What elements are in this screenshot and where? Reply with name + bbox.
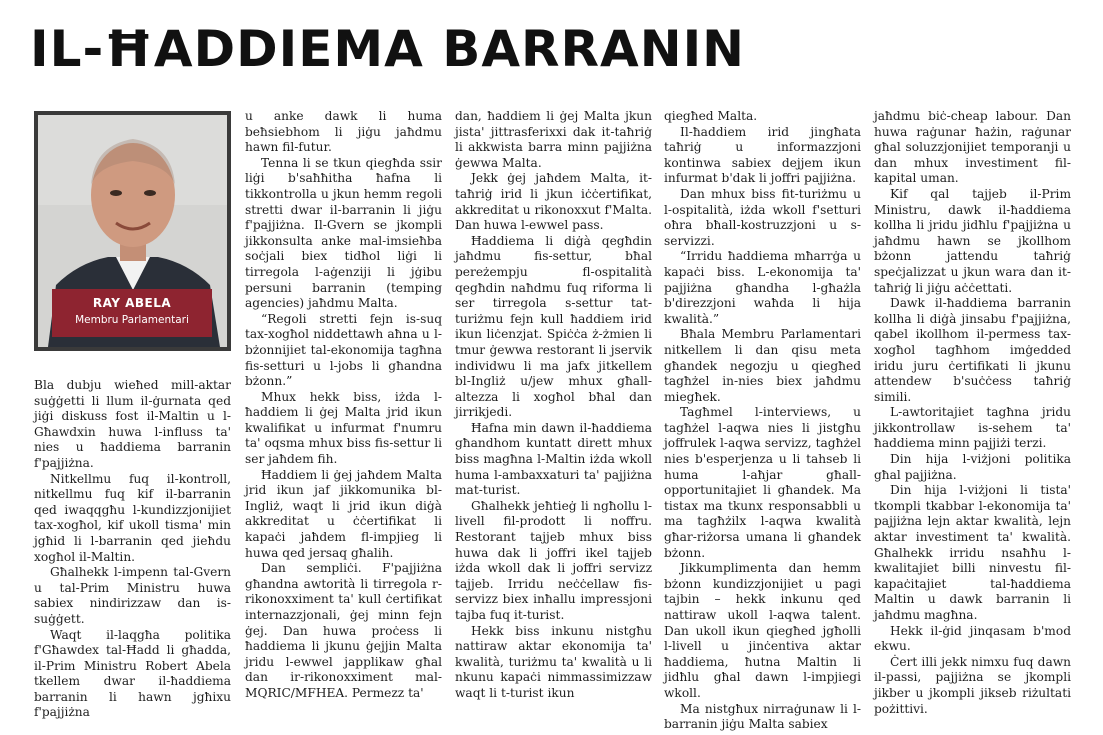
paragraph: “Irridu ħaddiema mħarrġa u kapaċi biss. L-ekonomija ta' pajjiżna għandha l-għażla b'direzzjoni waħda li hija kwalità.” xyxy=(664,249,861,326)
paragraph: Ħafna min dawn il-ħaddiema għandhom kuntatt dirett mhux biss magħna l-Maltin iżda wkoll huma l-ambaxxaturi ta' pajjiżna mat-turist. xyxy=(455,420,652,498)
paragraph: Il-ħaddiem irid jingħata taħriġ u informazzjoni kontinwa sabiex dejjem ikun infurmat b'dak li joffri pajjiżna. xyxy=(664,124,861,186)
paragraph: Mhux hekk biss, iżda l-ħaddiem li ġej Malta jrid ikun kwalifikat u infurmat f'numru ta' oqsma mhux biss fis-settur li ser jaħdem fih. xyxy=(245,389,442,467)
paragraph: “Regoli stretti fejn is-suq tax-xogħol niddettawh aħna u l-bżonnijiet tal-ekonomija tagħna fis-setturi u l-jobs li għandna bżonn.” xyxy=(245,311,442,389)
paragraph: Bla dubju wieħed mill-aktar suġġetti li llum il-ġurnata qed jiġi diskuss fost il-Maltin u l-Għawdxin huwa l-influss ta' nies u ħaddiema barranin f'pajjiżna. xyxy=(34,378,231,470)
paragraph: Nitkellmu fuq il-kontroll, nitkellmu fuq kif il-barranin qed iwaqqgħu l-kundizzjonijiet tax-xogħol, kif ukoll tisma' min jgħid li l-barranin qed jieħdu xogħol il-Maltin. xyxy=(34,471,231,564)
paragraph: Tenna li se tkun qiegħda ssir liġi b'saħħitha ħafna li tikkontrolla u jkun hemm regoli stretti dwar il-barranin li jiġu f'pajjiżna. Il-Gvern se jkompli jikkonsulta anke mal-imsieħba soċjali biex tidħol liġi li tirregola l-aġenziji li jġibu persuni barranin (temping agencies) jaħdmu Malta. xyxy=(245,155,442,311)
paragraph: Ħaddiem li ġej jaħdem Malta jrid ikun jaf jikkomunika bl-Ingliż, waqt li jrid ikun diġà akkreditat u ċċertifikat li kapaċi jaħdem fl-impjieg li huwa qed jersaq għalih. xyxy=(245,467,442,560)
paragraph: Hekk il-ġid jinqasam b'mod ekwu. xyxy=(874,623,1071,654)
paragraph: qiegħed Malta. xyxy=(664,109,758,123)
article-column-2 xyxy=(245,109,442,702)
article-column-4 xyxy=(664,109,861,733)
author-name: RAY ABELA xyxy=(92,296,172,310)
author-caption xyxy=(52,289,212,337)
paragraph: Kif qal tajjeb il-Prim Ministru, dawk il-ħaddiema kollha li jridu jidħlu f'pajjiżna u jaħdmu hawn se jkollhom bżonn jattendu taħriġ speċjalizzat u jkun wara dan it-taħriġ li jiġu aċċettati. xyxy=(874,186,1071,295)
paragraph: Ħaddiema li diġà qegħdin jaħdmu fis-settur, bħal pereżempju fl-ospitalità qegħdin naħdmu fuq riforma li ser tirregola s-settur tat-turiżmu fejn kull ħaddiem irid ikun liċenzjat. Spiċċa ż-żmien li tmur ġewwa restorant li jservik individwu li ma jafx jitkellem bl-Ingliż u/jew mhux għall-altezza li xogħol bħal dan jirrikjedi. xyxy=(455,233,652,420)
paragraph: Dan mhux biss fit-turiżmu u l-ospitalità, iżda wkoll f'setturi oħra bħall-kostruzzjoni u s-servizzi. xyxy=(664,186,861,248)
paragraph: L-awtoritajiet tagħna jridu jikkontrollaw is-sehem ta' ħaddiema minn pajjiżi terzi. xyxy=(874,405,1071,451)
paragraph: Dan sempliċi. F'pajjiżna għandna awtorità li tirregola r-rikonoxximent ta' kull ċertifikat internazzjonali, ġej minn fejn ġej. Dan huwa proċess li ħaddiema li jkunu ġejjin Malta jridu l-ewwel japplikaw għal dan ir-rikonoxximent mal-MQRIC/MFHEA. Permezz ta' xyxy=(245,561,442,700)
paragraph: Tagħmel l-interviews, u tagħżel l-aqwa nies li jistgħu joffrulek l-aqwa servizz, tagħżel nies b'esperjenza u li tahseb li huma l-aħjar għall-opportunitajiet li għandek. Ma tistax ma tkunx responsabbli u ma tagħżilx l-aqwa kwalità għar-riżorsa umana li għandek bżonn. xyxy=(664,405,861,560)
author-photo xyxy=(34,111,231,351)
paragraph: Għalhekk jeħtieġ li ngħollu l-livell fil-prodott li noffru. Restorant tajjeb mhux biss huwa dak li joffri ikel tajjeb iżda wkoll dak li joffri servizz tajjeb. Irridu neċċellaw fis-servizz biex inħallu impressjoni tajba fuq it-turist. xyxy=(455,498,652,622)
paragraph: Waqt il-laqgħa politika f'Għawdex tal-Ħadd li għadda, il-Prim Ministru Robert Abela tkellem dwar il-ħaddiema barranin li hawn jgħixu f'pajjiżna xyxy=(34,627,231,720)
paragraph: Hekk biss inkunu nistgħu nattiraw aktar ekonomija ta' kwalità, turiżmu ta' kwalità u li nkunu kapaċi nimmassimizzaw waqt li t-turist ikun xyxy=(455,623,652,700)
paragraph: Ma nistgħux nirraġunaw li l-barranin jiġu Malta sabiex xyxy=(664,701,861,732)
paragraph: Jikkumplimenta dan hemm bżonn kundizzjonijiet u pagi tajbin – hekk inkunu qed nattiraw ukoll l-aqwa talent. Dan ukoll ikun qiegħed jgħolli l-livell u jinċentiva aktar ħaddiema, ħutna Maltin li jidħlu għal dawn l-impjiegi wkoll. xyxy=(664,561,861,700)
paragraph: u anke dawk li huma beħsiebhom li jiġu jaħdmu hawn fil-futur. xyxy=(245,109,442,155)
paragraph: Ċert illi jekk nimxu fuq dawn il-passi, pajjiżna se jkompli jikber u jkompli jikseb riżultati pożittivi. xyxy=(874,654,1071,716)
paragraph: dan, ħaddiem li ġej Malta jkun jista' jittrasferixxi dak it-taħriġ li akkwista barra minn pajjiżna ġewwa Malta. xyxy=(455,109,652,170)
article-column-1 xyxy=(34,378,231,721)
paragraph: Dawk il-ħaddiema barranin kollha li diġà jinsabu f'pajjiżna, qabel ikollhom il-permess tax-xogħol tagħhom imġedded iridu juru ċertifikati li jkunu attendew b'suċċess taħriġ simili. xyxy=(874,296,1071,404)
paragraph: Din hija l-viżjoni li tista' tkompli tkabbar l-ekonomija ta' pajjiżna lejn aktar kwalità, lejn aktar investiment ta' kwalità. Għalhekk irridu nsaħħu l-kwalitajiet billi ninvestu fil-kapaċitajiet tal-ħaddiema Maltin u dawk barranin li jaħdmu magħna. xyxy=(874,483,1071,622)
article-column-5 xyxy=(874,109,1071,717)
paragraph: Bħala Membru Parlamentari nitkellem li dan qisu meta għandek negozju u qiegħed tagħżel in-nies biex jaħdmu miegħek. xyxy=(664,327,861,404)
paragraph: Din hija l-viżjoni politika għal pajjiżna. xyxy=(874,452,1071,482)
headline: IL-ĦADDIEMA BARRANIN xyxy=(30,20,746,78)
paragraph: Għalhekk l-impenn tal-Gvern u tal-Prim Ministru huwa sabiex nindirizzaw dan is-suġġett. xyxy=(34,565,231,626)
paragraph: jaħdmu biċ-cheap labour. Dan huwa raġunar ħażin, raġunar għal soluzzjonijiet temporanji u dan mhux investiment fil-kapital uman. xyxy=(874,109,1071,186)
article-column-3 xyxy=(455,109,652,702)
author-role: Membru Parlamentari xyxy=(75,314,189,326)
paragraph: Jekk ġej jaħdem Malta, it-taħriġ irid li jkun iċċertifikat, akkreditat u rikonoxxut f'Malta. Dan huwa l-ewwel pass. xyxy=(455,171,652,233)
